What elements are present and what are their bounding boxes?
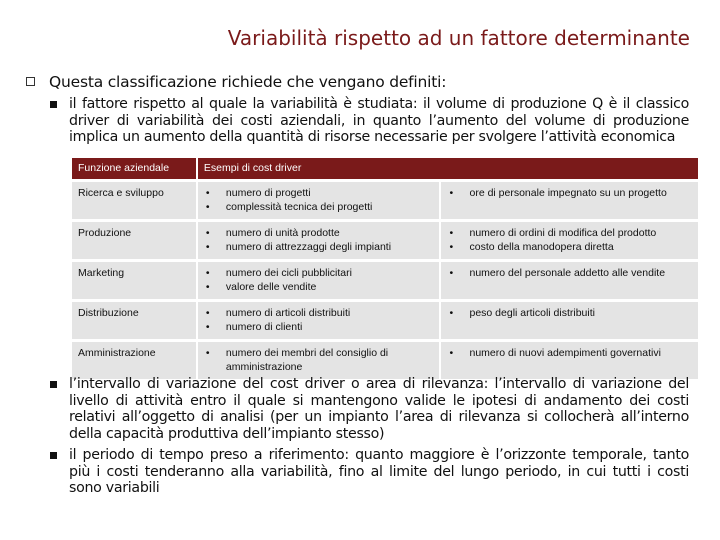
driver-list [447,306,692,321]
bullet-text-factor: il fattore rispetto al quale la variabilità è studiata: il volume di produzione Q è il classico driver di variabilità dei costi aziendali, in quanto l’aumento del volume di produzione implica un aumento della quantità di risorse necessarie per svolgere l’attività economica [69,96,689,145]
table-header-row [72,158,699,180]
square-bullet-icon [50,101,57,108]
list-item: • numero di ordini di modifica del prodotto [447,226,692,241]
list-item: • numero di unità prodotte [204,226,434,241]
driver-list [204,306,434,335]
driver-cell [440,340,699,379]
intro-text: Questa classificazione richiede che vengano definiti: [49,73,447,91]
driver-cell [440,220,699,260]
list-item: • numero dei membri del consiglio di amministrazione [204,346,434,375]
function-cell: Ricerca e sviluppo [72,180,197,220]
table-row [72,340,699,379]
square-bullet-icon [50,452,57,459]
function-cell: Distribuzione [72,300,197,340]
driver-list [204,186,434,215]
list-item: • numero di nuovi adempimenti governativi [447,346,692,361]
driver-cell [197,180,441,220]
table-row [72,260,699,300]
driver-cell [440,260,699,300]
list-item: • numero dei cicli pubblicitari [204,266,434,281]
square-bullet-icon [50,381,57,388]
slide-title: Variabilità rispetto ad un fattore determinante [227,26,690,50]
driver-cell [440,300,699,340]
table-row [72,300,699,340]
list-item: • numero di articoli distribuiti [204,306,434,321]
driver-cell [197,220,441,260]
driver-list [447,186,692,201]
driver-cell [197,300,441,340]
list-item: • numero del personale addetto alle vendite [447,266,692,281]
driver-cell [440,180,699,220]
driver-list [447,346,692,361]
bullet-text-range: l’intervallo di variazione del cost driver o area di rilevanza: l’intervallo di variazione del livello di attività entro il quale si mantengono valide le ipotesi di andamento dei costi relativi all’oggetto di analisi (per un impianto l’area di rilevanza si collocherà all’interno della capacità produttiva dell’impianto stesso) [69,376,689,442]
driver-list [204,226,434,255]
list-item: • numero di progetti [204,186,434,201]
driver-list [204,266,434,295]
function-cell: Marketing [72,260,197,300]
cost-driver-table [72,158,700,379]
table-body [72,180,699,379]
driver-list [204,346,434,375]
bullet-text-period: il periodo di tempo preso a riferimento: quanto maggiore è l’orizzonte temporale, tanto più i costi tenderanno alla variabilità, fino al limite del lungo periodo, in cui tutti i costi sono variabili [69,447,689,496]
list-item: • peso degli articoli distribuiti [447,306,692,321]
driver-cell [197,260,441,300]
list-item: • numero di clienti [204,320,434,335]
function-cell: Produzione [72,220,197,260]
list-item: • numero di attrezzaggi degli impianti [204,240,434,255]
driver-list [447,266,692,281]
list-item: • ore di personale impegnato su un progetto [447,186,692,201]
header-function: Funzione aziendale [72,158,197,180]
list-item: • complessità tecnica dei progetti [204,200,434,215]
driver-cell [197,340,441,379]
list-item: • costo della manodopera diretta [447,240,692,255]
table-row [72,220,699,260]
function-cell: Amministrazione [72,340,197,379]
list-item: • valore delle vendite [204,280,434,295]
header-examples: Esempi di cost driver [197,158,699,180]
checkbox-bullet-icon [26,77,35,86]
driver-list [447,226,692,255]
table-row [72,180,699,220]
